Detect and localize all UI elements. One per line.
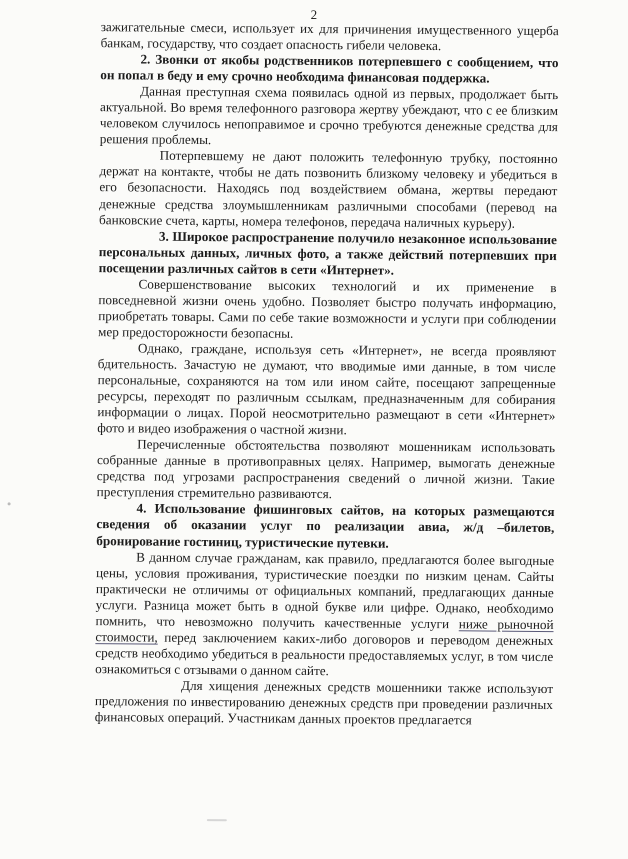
- paragraph: Для хищения денежных средств мошенники также используют предложения по инвестированию денежных средств при проведении различных финансовых операций. Участникам данных проектов предлагается: [94, 677, 554, 728]
- underlined-phrase: ниже рыночной стоимости,: [95, 616, 554, 645]
- scan-speck: [207, 819, 227, 821]
- paragraph: Совершенствование высоких технологий и их применение в повседневной жизни очень удобно. Позволяет быстро получать информацию, приобретать товары. Сами по себе такие возможности и услуги при соблюдении мер предосторожности безопасны.: [98, 276, 557, 341]
- document-body: [95, 19, 559, 729]
- paragraph-text: перед заключением каких-либо договоров и переводом денежных средств необходимо убедиться в реальности предоставляемых услуг, в том числе ознакомиться с отзывами о данном сайте.: [95, 629, 554, 679]
- paragraph-continuation: зажигательные смеси, использует их для причинения имущественного ущерба банкам, государству, что создает опасность гибели человека.: [100, 19, 559, 54]
- paragraph: Перечисленные обстоятельства позволяют мошенникам использовать собранные данные в противоправных целях. Например, вымогать денежные средства под угрозами распространения сведений о личной жизни. Такие преступления стремительно развиваются.: [96, 436, 556, 502]
- heading-section-4: 4. Использование фишинговых сайтов, на которых размещаются сведения об оказании услуг по реализации авиа, ж/д –билетов, бронирование гостиниц, туристические путевки.: [96, 500, 555, 551]
- paragraph: Данная преступная схема появилась одной из первых, продолжает быть актуальной. Во время телефонного разговора жертву убеждают, что с ее близким человеком случилось непоправимое и срочно требуются денежные средства для решения проблемы.: [99, 83, 559, 148]
- paragraph: [95, 549, 554, 681]
- heading-section-2: 2. Звонки от якобы родственников потерпевшего с сообщением, что он попал в беду и ему срочно необходима финансовая поддержка.: [100, 51, 559, 86]
- paragraph: Потерпевшему не дают положить телефонную трубку, постоянно держат на контакте, чтобы не дать позвонить близкому человеку и убедиться в его безопасности. Находясь под воздействием обмана, жертвы передают денежные средства злоумышленникам различными способами (перевод на банковские счета, карты, номера телефонов, передача наличных курьеру).: [99, 148, 558, 231]
- heading-section-3: 3. Широкое распространение получило незаконное использование персональных данных, личных фото, а также действий потерпевших при посещении различных сайтов в сети «Интернет».: [98, 228, 557, 278]
- paragraph: Однако, граждане, используя сеть «Интернет», не всегда проявляют бдительность. Зачастую не думают, что вводимые ими данные, в том числе персональные, сохраняются на том или ином сайте, посещают запрещенные ресурсы, переходят по различным ссылкам, предназначенным для собирания информации о лицах. Порой неосмотрительно размещают в сети «Интернет» фото и видео изображения о частной жизни.: [97, 340, 557, 438]
- page-number: 2: [310, 6, 318, 23]
- scan-speck: [8, 502, 11, 505]
- paragraph-text: В данном случае гражданам, как правило, предлагаются более выгодные цены, условия проживания, туристические поездки по низким ценам. Сайты практически не отличимы от официальных компаний, предлагающих данные услуги. Разница может быть в одной букве или цифре. Однако, необходимо помнить, что невозможно получить качественные услуги: [95, 549, 555, 631]
